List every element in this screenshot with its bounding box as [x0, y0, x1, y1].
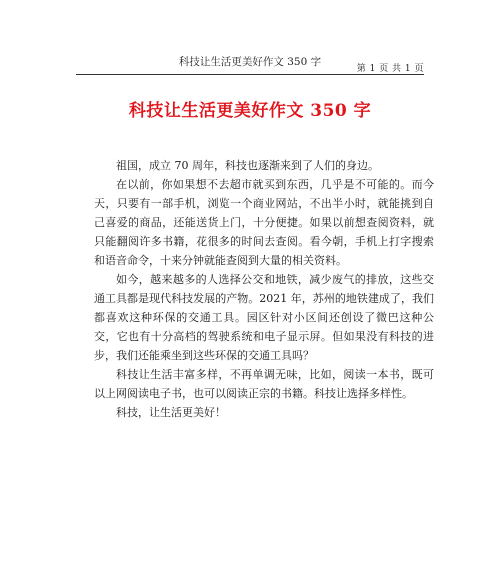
paragraph-3: 如今，越来越多的人选择公交和地铁，减少废气的排放，这些交通工具都是现代科技发展的产物。2021 年，苏州的地铁建成了，我们都喜欢这种环保的交通工具。园区针对小区间还创设了微巴这种公交，它也有十分高档的驾驶系统和电子显示屏。但如果没有科技的进步，我们还能乘坐到这些环保的交通工具吗？	[94, 273, 434, 362]
paragraph-1: 祖国，成立 70 周年，科技也逐渐来到了人们的身边。	[116, 159, 379, 172]
header-divider	[76, 74, 424, 75]
running-header-title: 科技让生活更美好作文 350 字	[178, 56, 322, 68]
page-indicator: 第 1 页 共 1 页	[356, 64, 424, 74]
paragraph-2: 在以前，你如果想不去超市就买到东西，几乎是不可能的。而今天，只要有一部手机，浏览一个商业网站，不出半小时，就能挑到自己喜爱的商品，还能送货上门，十分便捷。如果以前想查阅资料，就只能翻阅许多书籍，花很多的时间去查阅。看今朝，手机上打字搜索和语音命令，十来分钟就能查阅到大量的相关资料。	[94, 178, 434, 267]
paragraph-5: 科技，让生活更美好！	[116, 406, 226, 419]
document-title: 科技让生活更美好作文 350 字	[128, 101, 372, 121]
paragraph-4: 科技让生活丰富多样，不再单调无味，比如，阅读一本书，既可以上网阅读电子书，也可以阅读正宗的书籍。科技让选择多样性。	[94, 368, 434, 400]
document-body	[94, 156, 434, 422]
